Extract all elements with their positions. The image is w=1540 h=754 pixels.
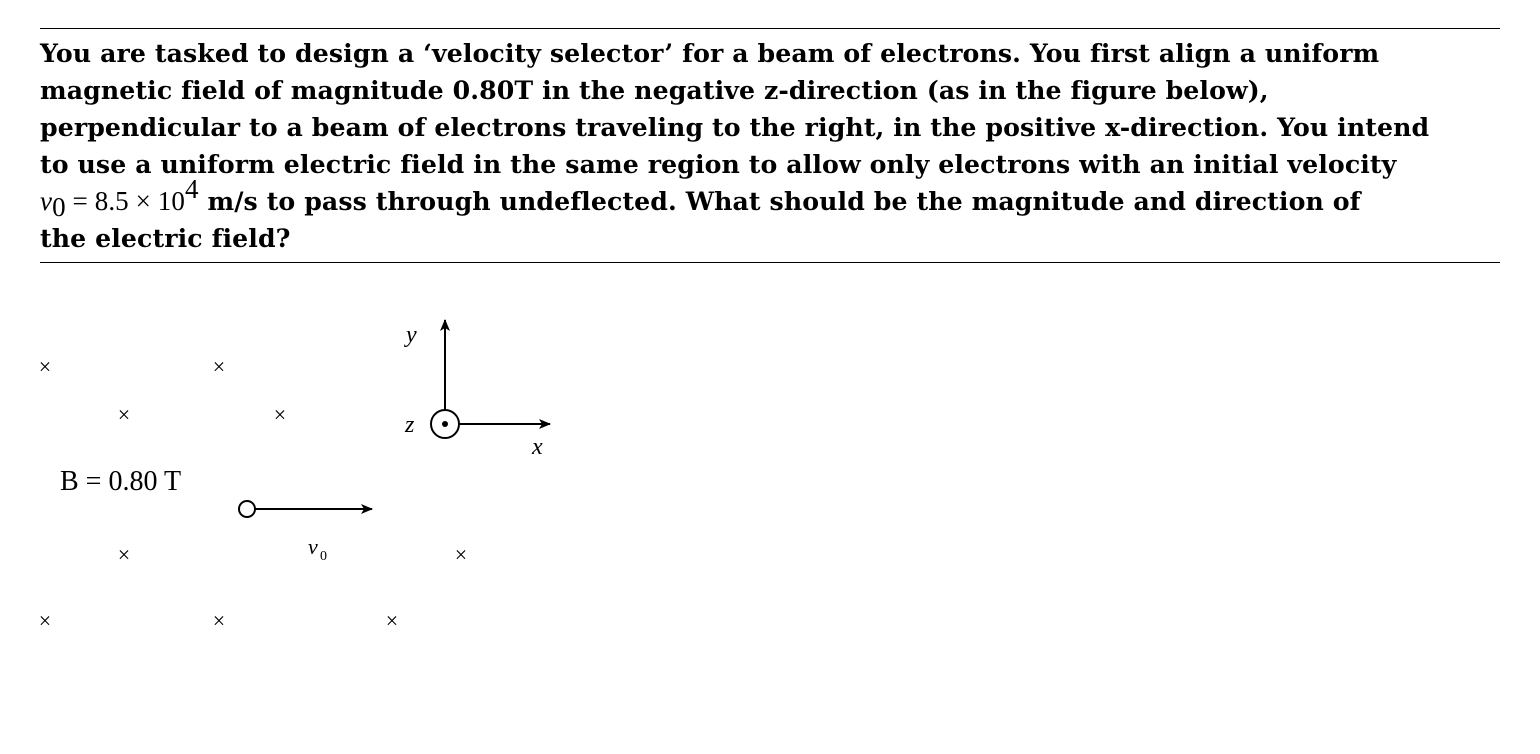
velocity-symbol: v bbox=[40, 186, 53, 216]
problem-line-4: to use a uniform electric field in the same region to allow only electrons with an initial velocity bbox=[40, 149, 1397, 179]
field-marker: × bbox=[212, 354, 226, 379]
field-marker: × bbox=[117, 542, 131, 567]
y-axis-label: y bbox=[406, 322, 417, 348]
field-marker: × bbox=[454, 542, 468, 567]
field-label: B = 0.80 T bbox=[60, 466, 182, 497]
problem-line-5 bbox=[40, 173, 1510, 223]
field-marker: × bbox=[273, 402, 287, 427]
velocity-exponent: 4 bbox=[185, 173, 199, 204]
velocity-label: v bbox=[308, 534, 318, 559]
field-marker: × bbox=[38, 608, 52, 633]
problem-line-3: perpendicular to a beam of electrons traveling to the right, in the positive x-direction. You intend bbox=[40, 112, 1430, 142]
problem-line-2: magnetic field of magnitude 0.80T in the negative z-direction (as in the figure below), bbox=[40, 75, 1269, 105]
velocity-value: = 8.5 × 10 bbox=[65, 186, 186, 216]
top-rule bbox=[40, 28, 1500, 29]
velocity-label-subscript: 0 bbox=[320, 549, 327, 564]
x-axis-label: x bbox=[532, 434, 543, 460]
electron-icon bbox=[239, 501, 255, 517]
z-axis-label: z bbox=[405, 412, 415, 438]
bottom-rule bbox=[40, 262, 1500, 263]
z-axis-dot-icon bbox=[442, 421, 448, 427]
velocity-selector-figure bbox=[0, 290, 600, 655]
field-marker: × bbox=[385, 608, 399, 633]
velocity-subscript: 0 bbox=[52, 192, 66, 223]
problem-line-1: You are tasked to design a ‘velocity selector’ for a beam of electrons. You first align a uniform bbox=[40, 38, 1380, 68]
problem-statement bbox=[40, 35, 1510, 257]
field-marker: × bbox=[212, 608, 226, 633]
field-marker: × bbox=[117, 402, 131, 427]
electron-with-velocity bbox=[239, 501, 372, 564]
coordinate-axes bbox=[404, 320, 550, 460]
figure-svg bbox=[0, 290, 600, 650]
problem-line-6: the electric field? bbox=[40, 223, 291, 253]
problem-line-5-rest: m/s to pass through undeflected. What should be the magnitude and direction of bbox=[198, 186, 1361, 216]
field-marker: × bbox=[38, 354, 52, 379]
